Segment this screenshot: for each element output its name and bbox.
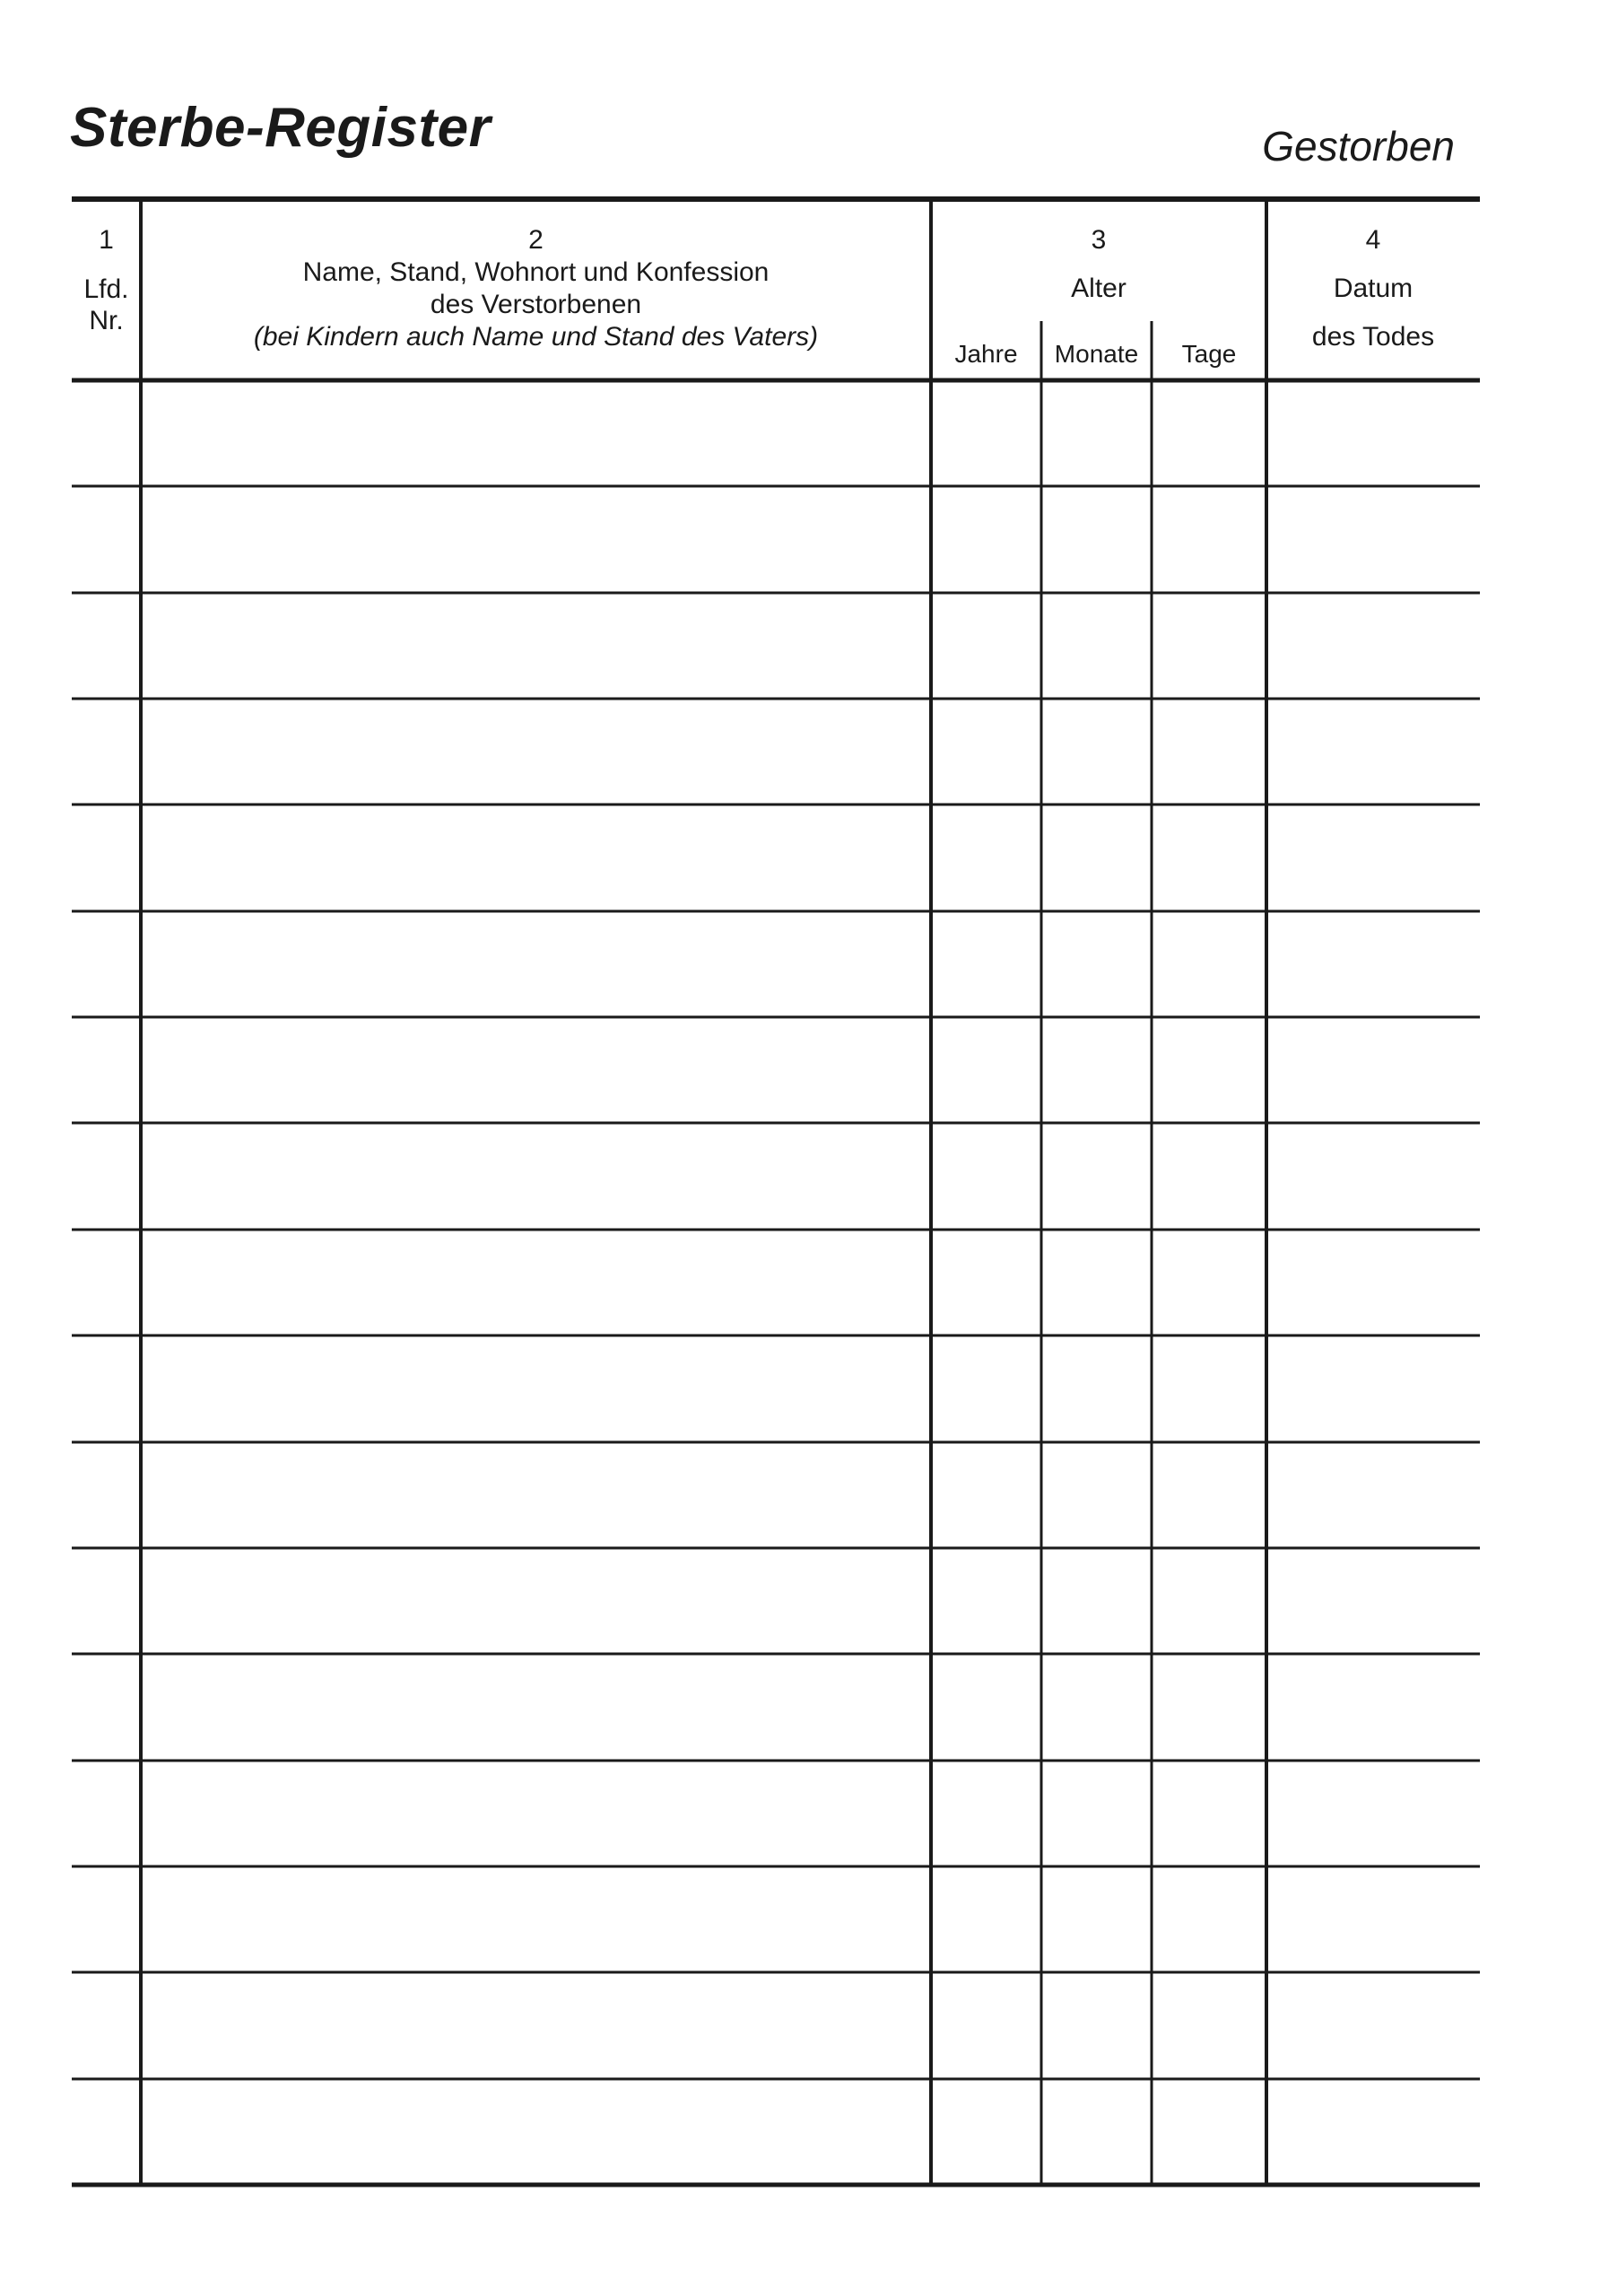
page-subtitle: Gestorben (1262, 123, 1455, 170)
col3-sub-monate: Monate (1054, 340, 1139, 368)
col1-line1: Lfd. (83, 274, 129, 304)
row-lines (72, 486, 1480, 2079)
col4-number: 4 (1365, 225, 1381, 255)
col3-sub-jahre: Jahre (954, 340, 1018, 368)
col3-sub-tage: Tage (1181, 340, 1237, 368)
col2-number: 2 (528, 225, 544, 255)
col2-line1: Name, Stand, Wohnort und Konfession (302, 257, 770, 287)
page-title: Sterbe-Register (70, 97, 491, 159)
col1-line2: Nr. (89, 306, 124, 335)
col4-line1: Datum (1333, 274, 1414, 303)
col2-line2: des Verstorbenen (430, 290, 642, 319)
col3-label: Alter (1071, 274, 1127, 303)
col1-number: 1 (99, 225, 114, 255)
col3-number: 3 (1091, 225, 1107, 255)
col2-line3: (bei Kindern auch Name und Stand des Vaters) (253, 322, 819, 352)
col4-line2: des Todes (1311, 322, 1435, 352)
